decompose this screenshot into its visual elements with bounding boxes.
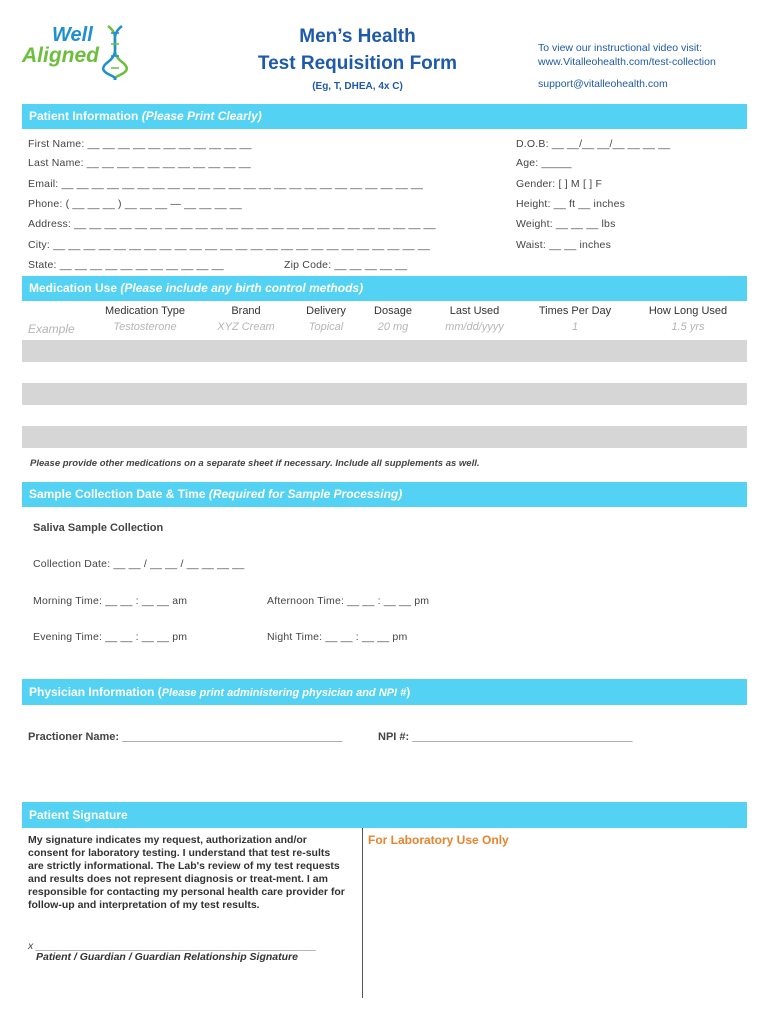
medication-title: Medication Use — [29, 281, 118, 295]
vertical-divider — [362, 828, 363, 998]
title-line2: Test Requisition Form — [257, 53, 458, 74]
col-brand: Brand — [231, 305, 261, 317]
medication-footnote: Please provide other medications on a separate sheet if necessary. Include all supplements as well. — [30, 458, 480, 469]
patient-info-header — [22, 104, 747, 129]
city-field[interactable]: City: __ __ __ __ __ __ __ __ __ __ __ __ __ __ __ __ __ __ __ __ __ __ __ __ __ — [28, 239, 430, 251]
physician-title-end: ) — [406, 685, 411, 699]
form-title — [230, 26, 485, 92]
practioner-name-field[interactable]: Practioner Name: ____________________________________ — [28, 731, 343, 743]
patient-info-note: (Please Print Clearly) — [141, 109, 262, 123]
email-field[interactable]: Email: __ __ __ __ __ __ __ __ __ __ __ __ __ __ __ __ __ __ __ __ __ __ __ __ — [28, 178, 424, 190]
sample-collection-title: Sample Collection Date & Time — [29, 487, 206, 501]
col-delivery: Delivery — [306, 305, 346, 317]
example-brand: XYZ Cream — [217, 321, 275, 333]
col-medication-type: Medication Type — [105, 305, 185, 317]
example-label: Example — [28, 322, 75, 336]
medication-header — [22, 276, 747, 301]
logo — [22, 24, 132, 84]
afternoon-time-field[interactable]: Afternoon Time: __ __ : __ __ pm — [267, 595, 430, 607]
col-how-long-used: How Long Used — [648, 305, 728, 317]
dna-helix-icon — [102, 24, 128, 80]
medication-note: (Please include any birth control methods) — [120, 281, 364, 295]
physician-note: Please print administering physician and NPI # — [161, 687, 407, 699]
logo-line1: Well — [52, 24, 93, 46]
signature-title: Patient Signature — [29, 808, 128, 822]
morning-time-field[interactable]: Morning Time: __ __ : __ __ am — [33, 595, 188, 607]
address-field[interactable]: Address: __ __ __ __ __ __ __ __ __ __ __ __ __ __ __ __ __ __ __ __ __ __ __ __ — [28, 218, 436, 230]
email-link[interactable]: support@vitalleohealth.com — [538, 78, 668, 90]
title-subtitle: (Eg, T, DHEA, 4x C) — [312, 81, 403, 92]
patient-info-title: Patient Information — [29, 109, 139, 123]
last-name-field[interactable]: Last Name: __ __ __ __ __ __ __ __ __ __ __ — [28, 157, 251, 169]
phone-field[interactable]: Phone: ( __ __ __ ) __ __ __ — __ __ __ __ — [28, 198, 242, 210]
night-time-field[interactable]: Night Time: __ __ : __ __ pm — [267, 631, 408, 643]
zip-field[interactable]: Zip Code: __ __ __ __ __ — [284, 259, 408, 271]
weight-field[interactable]: Weight: __ __ __ lbs — [516, 218, 616, 230]
medication-row-1[interactable] — [22, 340, 747, 362]
example-how-long-used: 1.5 yrs — [671, 321, 705, 333]
gender-field[interactable]: Gender: [ ] M [ ] F — [516, 178, 603, 190]
age-field[interactable]: Age: _____ — [516, 157, 572, 169]
physician-header — [22, 679, 747, 705]
col-times-per-day: Times Per Day — [538, 305, 612, 317]
evening-time-field[interactable]: Evening Time: __ __ : __ __ pm — [33, 631, 188, 643]
signature-caption: Patient / Guardian / Guardian Relationship Signature — [36, 951, 298, 963]
col-last-used: Last Used — [449, 305, 500, 317]
sample-collection-note: (Required for Sample Processing) — [208, 487, 403, 501]
example-last-used: mm/dd/yyyy — [445, 321, 504, 333]
medication-row-2[interactable] — [22, 383, 747, 405]
first-name-field[interactable]: First Name: __ __ __ __ __ __ __ __ __ __ __ — [28, 138, 252, 150]
collection-date-field[interactable]: Collection Date: __ __ / __ __ / __ __ __ __ — [33, 558, 245, 570]
waist-field[interactable]: Waist: __ __ inches — [516, 239, 612, 251]
example-times-per-day: 1 — [571, 321, 579, 333]
signature-line[interactable]: x ________________________________________________ — [28, 940, 317, 952]
example-medication-type: Testosterone — [113, 321, 177, 333]
header-contact — [538, 42, 716, 90]
medication-row-3[interactable] — [22, 426, 747, 448]
video-text: To view our instructional video visit: — [538, 42, 702, 54]
video-url-link[interactable]: www.Vitalleohealth.com/test-collection — [538, 56, 716, 68]
logo-line2: Aligned — [22, 44, 99, 67]
state-field[interactable]: State: __ __ __ __ __ __ __ __ __ __ __ — [28, 259, 224, 271]
sample-collection-header — [22, 482, 747, 507]
example-dosage: 20 mg — [377, 321, 409, 333]
dob-field[interactable]: D.O.B: __ __/__ __/__ __ __ __ — [516, 138, 671, 150]
consent-text: My signature indicates my request, authorization and/or consent for laboratory testing. I understand that test re-sults are strictly informational. The Lab's review of my test requests and results does not represent diagnosis or treat-ment. I am responsible for contacting my personal health care provider for follow-up and interpretation of my test results. — [28, 834, 345, 911]
npi-field[interactable]: NPI #: ____________________________________ — [378, 731, 633, 743]
title-line1: Men’s Health — [299, 26, 416, 47]
col-dosage: Dosage — [374, 305, 412, 317]
physician-title: Physician Information ( — [29, 685, 162, 699]
lab-use-only-label: For Laboratory Use Only — [368, 833, 509, 847]
height-field[interactable]: Height: __ ft __ inches — [516, 198, 626, 210]
example-delivery: Topical — [308, 321, 344, 333]
saliva-heading: Saliva Sample Collection — [33, 522, 164, 534]
signature-header — [22, 802, 747, 828]
